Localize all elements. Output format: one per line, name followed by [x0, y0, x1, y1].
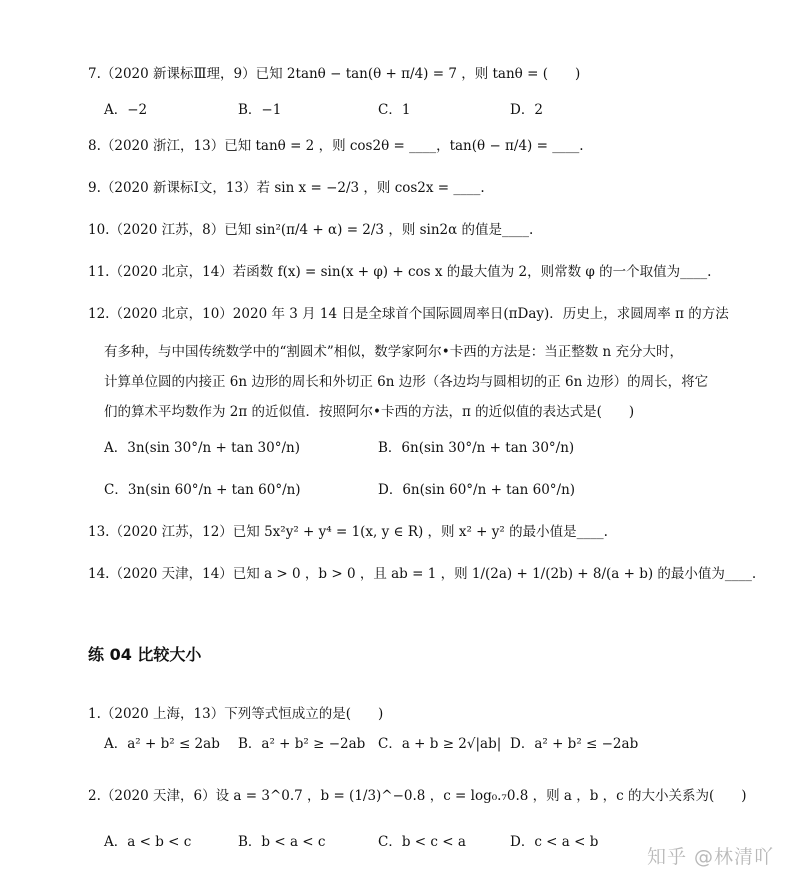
question-line: 11.（2020 北京，14）若函数 f(x) = sin(x + φ) + cos x 的最大值为 2，则常数 φ 的一个取值为____.	[88, 264, 712, 280]
answer-option: D．c < a < b	[510, 834, 599, 850]
section-title: 练 04 比较大小	[88, 645, 202, 664]
question-line: 2.（2020 天津，6）设 a = 3^0.7 ，b = (1/3)^−0.8 ，c = log₀.₇0.8 ，则 a ，b ，c 的大小关系为( )	[88, 788, 747, 804]
question-line: 有多种，与中国传统数学中的“割圆术”相似，数学家阿尔•卡西的方法是：当正整数 n 充分大时，	[104, 344, 684, 360]
answer-option: C．b < c < a	[378, 834, 466, 850]
answer-option: B．6n(sin 30°/n + tan 30°/n)	[378, 440, 575, 456]
answer-option: A．−2	[104, 102, 148, 118]
answer-option: C．a + b ≥ 2√|ab|	[378, 736, 502, 752]
answer-option: B．b < a < c	[238, 834, 326, 850]
answer-option: B．−1	[238, 102, 282, 118]
answer-option: D．a² + b² ≤ −2ab	[510, 736, 639, 752]
answer-option: C．3n(sin 60°/n + tan 60°/n)	[104, 482, 301, 498]
answer-option: A．a² + b² ≤ 2ab	[104, 736, 220, 752]
question-line: 13.（2020 江苏，12）已知 5x²y² + y⁴ = 1(x, y ∈ R) ，则 x² + y² 的最小值是____.	[88, 524, 608, 540]
question-line: 9.（2020 新课标Ⅰ文，13）若 sin x = −2/3 ，则 cos2x = ____.	[88, 180, 485, 196]
answer-option: A．3n(sin 30°/n + tan 30°/n)	[104, 440, 300, 456]
answer-option: B．a² + b² ≥ −2ab	[238, 736, 366, 752]
answer-option: D．6n(sin 60°/n + tan 60°/n)	[378, 482, 576, 498]
question-line: 10.（2020 江苏，8）已知 sin²(π/4 + α) = 2/3 ，则 sin2α 的值是____.	[88, 222, 534, 238]
question-line: 1.（2020 上海，13）下列等式恒成立的是( )	[88, 706, 384, 722]
question-line: 7.（2020 新课标Ⅲ理，9）已知 2tanθ − tan(θ + π/4) = 7 ，则 tanθ = ( )	[88, 66, 581, 82]
question-line: 们的算术平均数作为 2π 的近似值．按照阿尔•卡西的方法，π 的近似值的表达式是( )	[104, 404, 635, 420]
answer-option: C．1	[378, 102, 411, 118]
question-line: 计算单位圆的内接正 6n 边形的周长和外切正 6n 边形（各边均与圆相切的正 6n 边形）的周长，将它	[104, 374, 709, 390]
question-line: 14.（2020 天津，14）已知 a > 0 ，b > 0 ，且 ab = 1 ，则 1/(2a) + 1/(2b) + 8/(a + b) 的最小值为____.	[88, 566, 757, 582]
answer-option: D．2	[510, 102, 543, 118]
watermark: 知乎 @林清吖	[646, 846, 774, 868]
question-line: 12.（2020 北京，10）2020 年 3 月 14 日是全球首个国际圆周率日(πDay)．历史上，求圆周率 π 的方法	[88, 306, 729, 322]
question-line: 8.（2020 浙江，13）已知 tanθ = 2 ，则 cos2θ = ____，tan(θ − π/4) = ____.	[88, 138, 584, 154]
answer-option: A．a < b < c	[104, 834, 192, 850]
